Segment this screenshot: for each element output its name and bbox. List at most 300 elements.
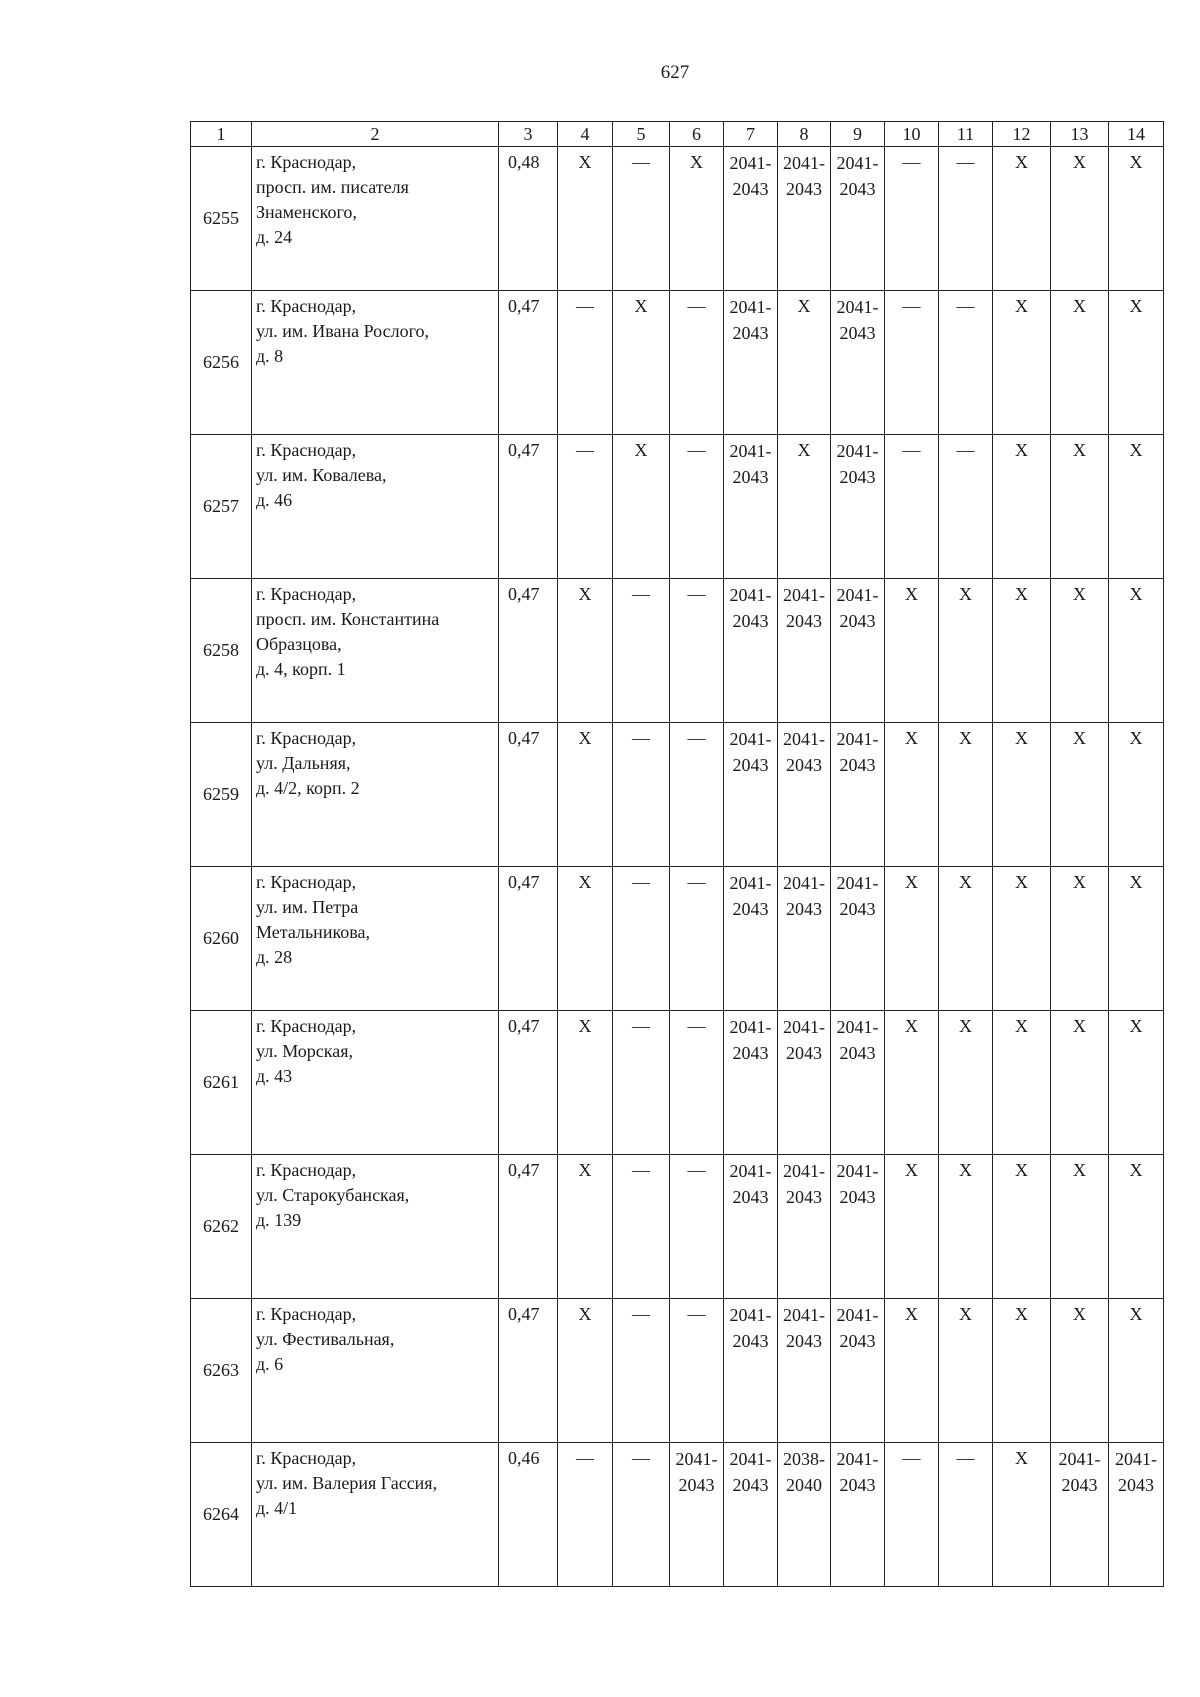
value-cell-col-4 <box>558 435 613 579</box>
x-mark: X <box>578 152 592 172</box>
table-row <box>191 1443 1164 1587</box>
value-cell-col-9 <box>831 1011 885 1155</box>
value-cell-col-12 <box>993 147 1051 291</box>
address-line: г. Краснодар, <box>256 1304 357 1324</box>
x-mark: X <box>1129 1304 1143 1324</box>
value-cell-col-8 <box>778 1443 831 1587</box>
record-number: 6260 <box>191 867 252 1011</box>
x-mark: X <box>1015 584 1028 604</box>
address-line: ул. Морская, <box>256 1041 353 1061</box>
x-mark: X <box>578 872 592 892</box>
value-cell-col-9 <box>831 867 885 1011</box>
share-value: 0,47 <box>499 291 558 435</box>
table-row <box>191 579 1164 723</box>
dash-mark: — <box>687 1016 706 1036</box>
year-range: 2041- 2043 <box>729 729 772 775</box>
value-cell-col-11 <box>939 1299 993 1443</box>
address-line: г. Краснодар, <box>256 584 357 604</box>
dash-mark: — <box>687 584 706 604</box>
x-mark: X <box>905 872 918 892</box>
x-mark: X <box>578 1160 592 1180</box>
x-mark: X <box>1129 152 1143 172</box>
value-cell-col-5 <box>613 723 670 867</box>
address-line: Образцова, <box>256 634 342 654</box>
x-mark: X <box>690 152 703 172</box>
address-cell <box>252 435 499 579</box>
address-line: г. Краснодар, <box>256 1448 357 1468</box>
value-cell-col-5 <box>613 1299 670 1443</box>
year-range: 2041- 2043 <box>1058 1449 1101 1495</box>
dash-mark: — <box>687 1304 706 1324</box>
value-cell-col-9 <box>831 1155 885 1299</box>
header-row <box>191 122 1164 147</box>
column-header-14: 14 <box>1109 122 1164 147</box>
record-number: 6261 <box>191 1011 252 1155</box>
value-cell-col-12 <box>993 579 1051 723</box>
value-cell-col-8 <box>778 1299 831 1443</box>
value-cell-col-8 <box>778 291 831 435</box>
column-header-2: 2 <box>252 122 499 147</box>
year-range: 2041- 2043 <box>836 585 879 631</box>
x-mark: X <box>1015 1304 1028 1324</box>
year-range: 2041- 2043 <box>729 153 772 199</box>
table-body <box>191 147 1164 1587</box>
value-cell-col-10 <box>885 147 939 291</box>
x-mark: X <box>797 296 811 316</box>
x-mark: X <box>905 584 918 604</box>
share-value: 0,46 <box>499 1443 558 1587</box>
x-mark: X <box>905 1016 918 1036</box>
address-cell <box>252 579 499 723</box>
value-cell-col-11 <box>939 1155 993 1299</box>
year-range: 2041- 2043 <box>729 1161 772 1207</box>
x-mark: X <box>1015 152 1028 172</box>
value-cell-col-13 <box>1051 1011 1109 1155</box>
value-cell-col-14 <box>1109 579 1164 723</box>
x-mark: X <box>1015 296 1028 316</box>
dash-mark: — <box>632 1448 650 1468</box>
value-cell-col-10 <box>885 723 939 867</box>
column-header-10: 10 <box>885 122 939 147</box>
value-cell-col-4 <box>558 291 613 435</box>
dash-mark: — <box>902 296 921 316</box>
year-range: 2041- 2043 <box>783 585 825 631</box>
value-cell-col-7 <box>724 147 778 291</box>
value-cell-col-7 <box>724 291 778 435</box>
year-range: 2041- 2043 <box>729 585 772 631</box>
table-row <box>191 435 1164 579</box>
dash-mark: — <box>632 728 650 748</box>
address-cell <box>252 147 499 291</box>
dash-mark: — <box>687 1160 706 1180</box>
value-cell-col-9 <box>831 147 885 291</box>
value-cell-col-11 <box>939 723 993 867</box>
share-value: 0,47 <box>499 723 558 867</box>
dash-mark: — <box>576 296 594 316</box>
address-line: г. Краснодар, <box>256 152 357 172</box>
year-range: 2041- 2043 <box>836 1449 879 1495</box>
x-mark: X <box>959 584 972 604</box>
value-cell-col-4 <box>558 1299 613 1443</box>
value-cell-col-13 <box>1051 1155 1109 1299</box>
x-mark: X <box>1073 872 1086 892</box>
dash-mark: — <box>902 1448 921 1468</box>
address-line: ул. им. Петра <box>256 897 359 917</box>
year-range: 2041- 2043 <box>836 1305 879 1351</box>
value-cell-col-6 <box>670 1299 724 1443</box>
address-line: г. Краснодар, <box>256 440 357 460</box>
value-cell-col-5 <box>613 1443 670 1587</box>
value-cell-col-7 <box>724 435 778 579</box>
address-line: ул. им. Ивана Рослого, <box>256 321 430 341</box>
dash-mark: — <box>687 872 706 892</box>
page-number: 627 <box>660 62 690 83</box>
address-line: д. 4/1 <box>256 1498 298 1518</box>
x-mark: X <box>578 584 592 604</box>
value-cell-col-14 <box>1109 291 1164 435</box>
column-header-7: 7 <box>724 122 778 147</box>
value-cell-col-14 <box>1109 723 1164 867</box>
value-cell-col-4 <box>558 1443 613 1587</box>
year-range: 2041- 2043 <box>836 1017 879 1063</box>
x-mark: X <box>1129 584 1143 604</box>
value-cell-col-10 <box>885 1011 939 1155</box>
value-cell-col-9 <box>831 435 885 579</box>
value-cell-col-7 <box>724 867 778 1011</box>
value-cell-col-5 <box>613 435 670 579</box>
address-line: д. 8 <box>256 346 284 366</box>
address-line: д. 43 <box>256 1066 293 1086</box>
year-range: 2041- 2043 <box>783 1305 825 1351</box>
value-cell-col-5 <box>613 147 670 291</box>
dash-mark: — <box>687 728 706 748</box>
dash-mark: — <box>956 1448 975 1468</box>
dash-mark: — <box>956 440 975 460</box>
value-cell-col-5 <box>613 579 670 723</box>
x-mark: X <box>1015 1160 1028 1180</box>
record-number: 6263 <box>191 1299 252 1443</box>
value-cell-col-9 <box>831 291 885 435</box>
x-mark: X <box>959 872 972 892</box>
value-cell-col-14 <box>1109 1443 1164 1587</box>
share-value: 0,47 <box>499 1299 558 1443</box>
dash-mark: — <box>632 872 650 892</box>
x-mark: X <box>634 296 648 316</box>
x-mark: X <box>1015 728 1028 748</box>
value-cell-col-11 <box>939 1443 993 1587</box>
table-row <box>191 1155 1164 1299</box>
year-range: 2041- 2043 <box>836 153 879 199</box>
value-cell-col-5 <box>613 291 670 435</box>
x-mark: X <box>1129 728 1143 748</box>
address-line: д. 4, корп. 1 <box>256 659 346 679</box>
x-mark: X <box>578 1016 592 1036</box>
value-cell-col-13 <box>1051 291 1109 435</box>
year-range: 2041- 2043 <box>783 729 825 775</box>
x-mark: X <box>905 1160 918 1180</box>
x-mark: X <box>1129 440 1143 460</box>
value-cell-col-6 <box>670 867 724 1011</box>
year-range: 2041- 2043 <box>836 297 879 343</box>
value-cell-col-5 <box>613 867 670 1011</box>
dash-mark: — <box>902 440 921 460</box>
address-line: ул. им. Валерия Гассия, <box>256 1473 438 1493</box>
x-mark: X <box>959 1016 972 1036</box>
address-line: Метальникова, <box>256 922 371 942</box>
column-header-4: 4 <box>558 122 613 147</box>
table-row <box>191 147 1164 291</box>
year-range: 2041- 2043 <box>783 873 825 919</box>
year-range: 2041- 2043 <box>675 1449 718 1495</box>
share-value: 0,47 <box>499 1011 558 1155</box>
record-number: 6255 <box>191 147 252 291</box>
x-mark: X <box>1073 584 1086 604</box>
value-cell-col-8 <box>778 1011 831 1155</box>
value-cell-col-6 <box>670 579 724 723</box>
x-mark: X <box>1073 728 1086 748</box>
table-row <box>191 867 1164 1011</box>
value-cell-col-14 <box>1109 1011 1164 1155</box>
value-cell-col-13 <box>1051 147 1109 291</box>
column-header-12: 12 <box>993 122 1051 147</box>
address-line: д. 46 <box>256 490 293 510</box>
year-range: 2041- 2043 <box>836 729 879 775</box>
x-mark: X <box>1015 872 1028 892</box>
dash-mark: — <box>632 1304 650 1324</box>
value-cell-col-6 <box>670 1443 724 1587</box>
year-range: 2041- 2043 <box>783 1017 825 1063</box>
column-header-8: 8 <box>778 122 831 147</box>
value-cell-col-11 <box>939 579 993 723</box>
address-line: ул. Фестивальная, <box>256 1329 395 1349</box>
value-cell-col-7 <box>724 579 778 723</box>
address-line: Знаменского, <box>256 202 357 222</box>
dash-mark: — <box>956 152 975 172</box>
x-mark: X <box>797 440 811 460</box>
x-mark: X <box>1073 440 1086 460</box>
value-cell-col-10 <box>885 867 939 1011</box>
address-line: ул. им. Ковалева, <box>256 465 387 485</box>
dash-mark: — <box>687 440 706 460</box>
address-line: просп. им. писателя <box>256 177 409 197</box>
value-cell-col-12 <box>993 1155 1051 1299</box>
value-cell-col-12 <box>993 291 1051 435</box>
record-number: 6258 <box>191 579 252 723</box>
year-range: 2041- 2043 <box>783 153 825 199</box>
x-mark: X <box>959 1160 972 1180</box>
column-header-3: 3 <box>499 122 558 147</box>
value-cell-col-5 <box>613 1011 670 1155</box>
value-cell-col-10 <box>885 1155 939 1299</box>
value-cell-col-11 <box>939 435 993 579</box>
value-cell-col-11 <box>939 291 993 435</box>
value-cell-col-7 <box>724 723 778 867</box>
dash-mark: — <box>632 1160 650 1180</box>
value-cell-col-4 <box>558 579 613 723</box>
x-mark: X <box>959 1304 972 1324</box>
table-row <box>191 723 1164 867</box>
value-cell-col-6 <box>670 435 724 579</box>
value-cell-col-4 <box>558 147 613 291</box>
value-cell-col-14 <box>1109 1155 1164 1299</box>
address-line: д. 4/2, корп. 2 <box>256 778 360 798</box>
value-cell-col-10 <box>885 1299 939 1443</box>
x-mark: X <box>1073 1016 1086 1036</box>
column-header-1: 1 <box>191 122 252 147</box>
year-range: 2041- 2043 <box>729 1305 772 1351</box>
value-cell-col-11 <box>939 147 993 291</box>
year-range: 2041- 2043 <box>729 873 772 919</box>
x-mark: X <box>959 728 972 748</box>
x-mark: X <box>578 728 592 748</box>
value-cell-col-8 <box>778 867 831 1011</box>
value-cell-col-7 <box>724 1011 778 1155</box>
address-line: г. Краснодар, <box>256 1160 357 1180</box>
share-value: 0,47 <box>499 1155 558 1299</box>
value-cell-col-10 <box>885 291 939 435</box>
x-mark: X <box>905 728 918 748</box>
year-range: 2041- 2043 <box>1115 1449 1157 1495</box>
value-cell-col-9 <box>831 1299 885 1443</box>
value-cell-col-14 <box>1109 867 1164 1011</box>
data-table <box>190 121 1164 1587</box>
address-line: г. Краснодар, <box>256 728 357 748</box>
x-mark: X <box>634 440 648 460</box>
year-range: 2041- 2043 <box>836 1161 879 1207</box>
value-cell-col-13 <box>1051 435 1109 579</box>
table-row <box>191 1299 1164 1443</box>
value-cell-col-6 <box>670 723 724 867</box>
address-line: д. 6 <box>256 1354 284 1374</box>
address-cell <box>252 1443 499 1587</box>
share-value: 0,47 <box>499 867 558 1011</box>
dash-mark: — <box>576 1448 594 1468</box>
address-cell <box>252 1299 499 1443</box>
value-cell-col-5 <box>613 1155 670 1299</box>
dash-mark: — <box>632 584 650 604</box>
dash-mark: — <box>632 1016 650 1036</box>
x-mark: X <box>1073 152 1086 172</box>
column-header-6: 6 <box>670 122 724 147</box>
value-cell-col-13 <box>1051 723 1109 867</box>
column-header-11: 11 <box>939 122 993 147</box>
value-cell-col-7 <box>724 1443 778 1587</box>
value-cell-col-6 <box>670 1155 724 1299</box>
year-range: 2041- 2043 <box>729 297 772 343</box>
x-mark: X <box>1073 1160 1086 1180</box>
value-cell-col-7 <box>724 1299 778 1443</box>
value-cell-col-4 <box>558 1155 613 1299</box>
record-number: 6259 <box>191 723 252 867</box>
value-cell-col-13 <box>1051 1443 1109 1587</box>
record-number: 6256 <box>191 291 252 435</box>
address-cell <box>252 1011 499 1155</box>
dash-mark: — <box>687 296 706 316</box>
value-cell-col-8 <box>778 435 831 579</box>
x-mark: X <box>1015 1448 1028 1468</box>
year-range: 2041- 2043 <box>729 1449 772 1495</box>
address-cell <box>252 723 499 867</box>
address-line: д. 28 <box>256 947 293 967</box>
value-cell-col-12 <box>993 723 1051 867</box>
address-line: г. Краснодар, <box>256 1016 357 1036</box>
value-cell-col-9 <box>831 579 885 723</box>
value-cell-col-12 <box>993 1299 1051 1443</box>
address-line: д. 24 <box>256 227 293 247</box>
x-mark: X <box>1129 1160 1143 1180</box>
column-header-5: 5 <box>613 122 670 147</box>
x-mark: X <box>1015 440 1028 460</box>
value-cell-col-10 <box>885 435 939 579</box>
value-cell-col-12 <box>993 1011 1051 1155</box>
x-mark: X <box>1129 1016 1143 1036</box>
value-cell-col-14 <box>1109 435 1164 579</box>
value-cell-col-10 <box>885 1443 939 1587</box>
x-mark: X <box>578 1304 592 1324</box>
value-cell-col-13 <box>1051 1299 1109 1443</box>
address-line: ул. Старокубанская, <box>256 1185 410 1205</box>
address-line: ул. Дальняя, <box>256 753 351 773</box>
value-cell-col-8 <box>778 723 831 867</box>
value-cell-col-4 <box>558 723 613 867</box>
x-mark: X <box>1073 296 1086 316</box>
value-cell-col-8 <box>778 579 831 723</box>
share-value: 0,47 <box>499 435 558 579</box>
value-cell-col-4 <box>558 867 613 1011</box>
dash-mark: — <box>956 296 975 316</box>
year-range: 2041- 2043 <box>836 441 879 487</box>
x-mark: X <box>1129 296 1143 316</box>
value-cell-col-11 <box>939 1011 993 1155</box>
column-header-13: 13 <box>1051 122 1109 147</box>
address-line: г. Краснодар, <box>256 296 357 316</box>
value-cell-col-12 <box>993 1443 1051 1587</box>
dash-mark: — <box>576 440 594 460</box>
x-mark: X <box>1073 1304 1086 1324</box>
value-cell-col-9 <box>831 1443 885 1587</box>
value-cell-col-12 <box>993 867 1051 1011</box>
value-cell-col-14 <box>1109 1299 1164 1443</box>
year-range: 2041- 2043 <box>729 441 772 487</box>
value-cell-col-13 <box>1051 579 1109 723</box>
value-cell-col-10 <box>885 579 939 723</box>
address-line: д. 139 <box>256 1210 302 1230</box>
value-cell-col-12 <box>993 435 1051 579</box>
value-cell-col-14 <box>1109 147 1164 291</box>
value-cell-col-13 <box>1051 867 1109 1011</box>
value-cell-col-9 <box>831 723 885 867</box>
column-header-9: 9 <box>831 122 885 147</box>
year-range: 2041- 2043 <box>836 873 879 919</box>
share-value: 0,48 <box>499 147 558 291</box>
value-cell-col-8 <box>778 147 831 291</box>
value-cell-col-8 <box>778 1155 831 1299</box>
x-mark: X <box>1129 872 1143 892</box>
share-value: 0,47 <box>499 579 558 723</box>
value-cell-col-6 <box>670 291 724 435</box>
address-line: г. Краснодар, <box>256 872 357 892</box>
address-cell <box>252 1155 499 1299</box>
record-number: 6257 <box>191 435 252 579</box>
dash-mark: — <box>632 152 650 172</box>
address-cell <box>252 291 499 435</box>
address-line: просп. им. Константина <box>256 609 440 629</box>
value-cell-col-6 <box>670 1011 724 1155</box>
record-number: 6262 <box>191 1155 252 1299</box>
table-row <box>191 291 1164 435</box>
year-range: 2041- 2043 <box>783 1161 825 1207</box>
year-range: 2041- 2043 <box>729 1017 772 1063</box>
